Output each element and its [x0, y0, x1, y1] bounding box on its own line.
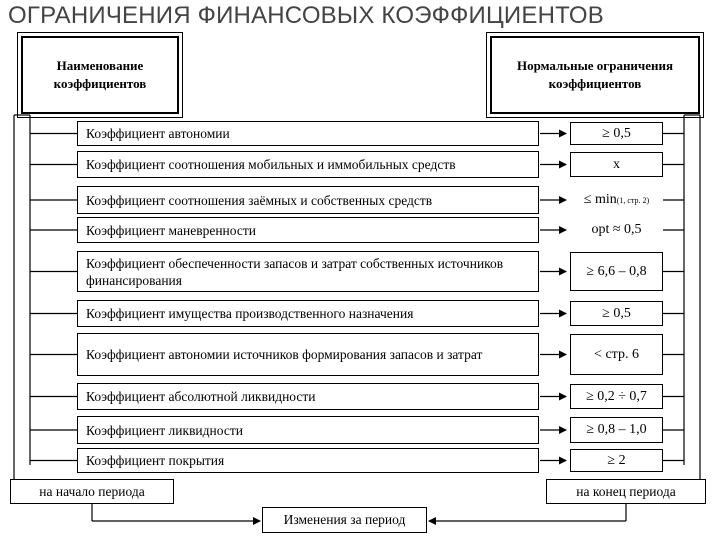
coefficient-limit [570, 384, 663, 409]
coefficient-limit-text: ≥ 6,6 – 0,8 [586, 263, 647, 279]
header-right-line-1: Нормальные ограничения [516, 58, 674, 73]
coefficient-limit [570, 122, 663, 145]
coefficient-limit-text: < стр. 6 [594, 346, 639, 362]
coefficient-label: Коэффициент соотношения мобильных и иммобильных средств [77, 151, 539, 178]
header-left-line-1: Наименование [56, 58, 144, 73]
coefficient-label: Коэффициент автономии источников формирования запасов и затрат [77, 333, 539, 376]
page-title: ОГРАНИЧЕНИЯ ФИНАНСОВЫХ КОЭФФИЦИЕНТОВ [8, 2, 604, 29]
coefficient-limit-text: ≥ 2 [607, 452, 626, 468]
coefficient-label: Коэффициент имущества производственного назначения [77, 300, 539, 327]
coefficient-limit [570, 152, 663, 177]
coefficient-label: Коэффициент маневренности [77, 217, 539, 243]
period-end-box: на конец периода [546, 479, 706, 504]
coefficient-limit [570, 301, 663, 326]
coefficient-label: Коэффициент покрытия [77, 448, 539, 473]
coefficient-limit-text: ≥ 0,8 – 1,0 [586, 422, 647, 437]
header-right-line-2: коэффициентов [548, 76, 642, 91]
coefficient-limit-text: x [613, 156, 620, 172]
coefficient-label: Коэффициент абсолютной ликвидности [77, 383, 539, 410]
coefficient-label: Коэффициент автономии [77, 121, 539, 146]
coefficient-limit [570, 449, 663, 472]
coefficient-limit-text: opt ≈ 0,5 [591, 222, 642, 237]
coefficient-limit-subscript: (1, стр. 2) [616, 195, 650, 205]
header-left-line-2: коэффициентов [53, 76, 147, 91]
coefficient-limit [570, 334, 663, 375]
coefficient-label: Коэффициент ликвидности [77, 416, 539, 444]
coefficient-limit [570, 218, 663, 242]
coefficient-limit-text: ≤ min [583, 192, 617, 207]
coefficient-limit-text: ≥ 0,2 ÷ 0,7 [586, 388, 647, 404]
coefficient-label: Коэффициент соотношения заёмных и собственных средств [77, 186, 539, 214]
period-change-box: Изменения за период [262, 507, 427, 533]
coefficient-limit-text: ≥ 0,5 [602, 305, 631, 321]
coefficient-limit [570, 252, 663, 291]
coefficient-limit [570, 417, 663, 443]
coefficient-limit [570, 187, 663, 213]
period-start-box: на начало периода [10, 479, 174, 504]
coefficient-limit-text: ≥ 0,5 [602, 125, 631, 141]
coefficient-label: Коэффициент обеспеченности запасов и затрат собственных источников финансирования [77, 251, 539, 292]
